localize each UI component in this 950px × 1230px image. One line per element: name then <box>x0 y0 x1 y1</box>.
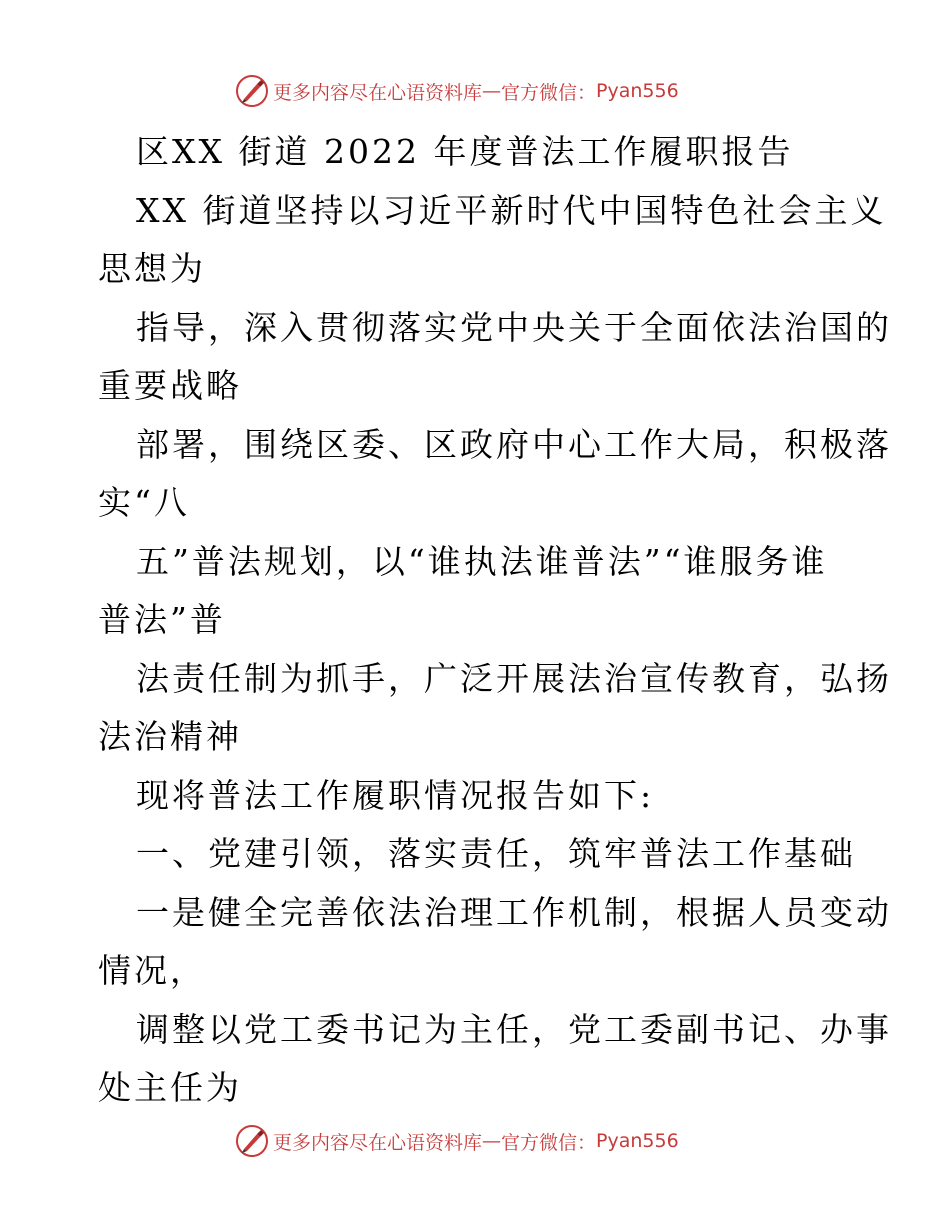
document-title: 区XX 街道 2022 年度普法工作履职报告 <box>136 132 794 171</box>
pen-logo-icon <box>235 1124 269 1158</box>
paragraph-line: 处主任为 <box>98 1068 242 1107</box>
paragraph-line: 一是健全完善依法治理工作机制，根据人员变动 <box>136 892 892 932</box>
watermark-header <box>235 73 679 109</box>
paragraph-line: 指导，深入贯彻落实党中央关于全面依法治国的 <box>136 307 892 347</box>
paragraph-line: 思想为 <box>98 249 206 288</box>
watermark-wechat-id: Pyan556 <box>596 80 679 102</box>
paragraph-line: 部署，围绕区委、区政府中心工作大局，积极落 <box>136 424 892 464</box>
watermark-wechat-label: 官方微信： <box>501 1131 597 1154</box>
paragraph-line: 普法”普 <box>98 600 226 639</box>
paragraph-line: 调整以党工委书记为主任，党工委副书记、办事 <box>136 1009 892 1049</box>
paragraph-line: 重要战略 <box>98 366 242 405</box>
watermark-dash: — <box>482 80 502 102</box>
paragraph-line: XX 街道坚持以习近平新时代中国特色社会主义 <box>136 190 887 230</box>
watermark-dash: — <box>482 1130 502 1152</box>
paragraph-line: 情况， <box>98 951 206 990</box>
watermark-text: 更多内容尽在心语资料库 <box>273 81 483 104</box>
watermark-wechat-id: Pyan556 <box>596 1130 679 1152</box>
document-body <box>98 123 892 1118</box>
watermark-wechat-label: 官方微信： <box>501 81 597 104</box>
paragraph-line: 五”普法规划，以“谁执法谁普法”“谁服务谁 <box>136 541 828 581</box>
pen-logo-icon <box>235 74 269 108</box>
paragraph-line: 法责任制为抓手，广泛开展法治宣传教育，弘扬 <box>136 658 892 698</box>
paragraph-line: 现将普法工作履职情况报告如下: <box>136 775 655 815</box>
watermark-footer <box>235 1123 679 1159</box>
paragraph-line: 实“八 <box>98 483 190 522</box>
watermark-text: 更多内容尽在心语资料库 <box>273 1131 483 1154</box>
paragraph-line: 一、党建引领，落实责任，筑牢普法工作基础 <box>136 834 856 873</box>
paragraph-line: 法治精神 <box>98 717 242 756</box>
